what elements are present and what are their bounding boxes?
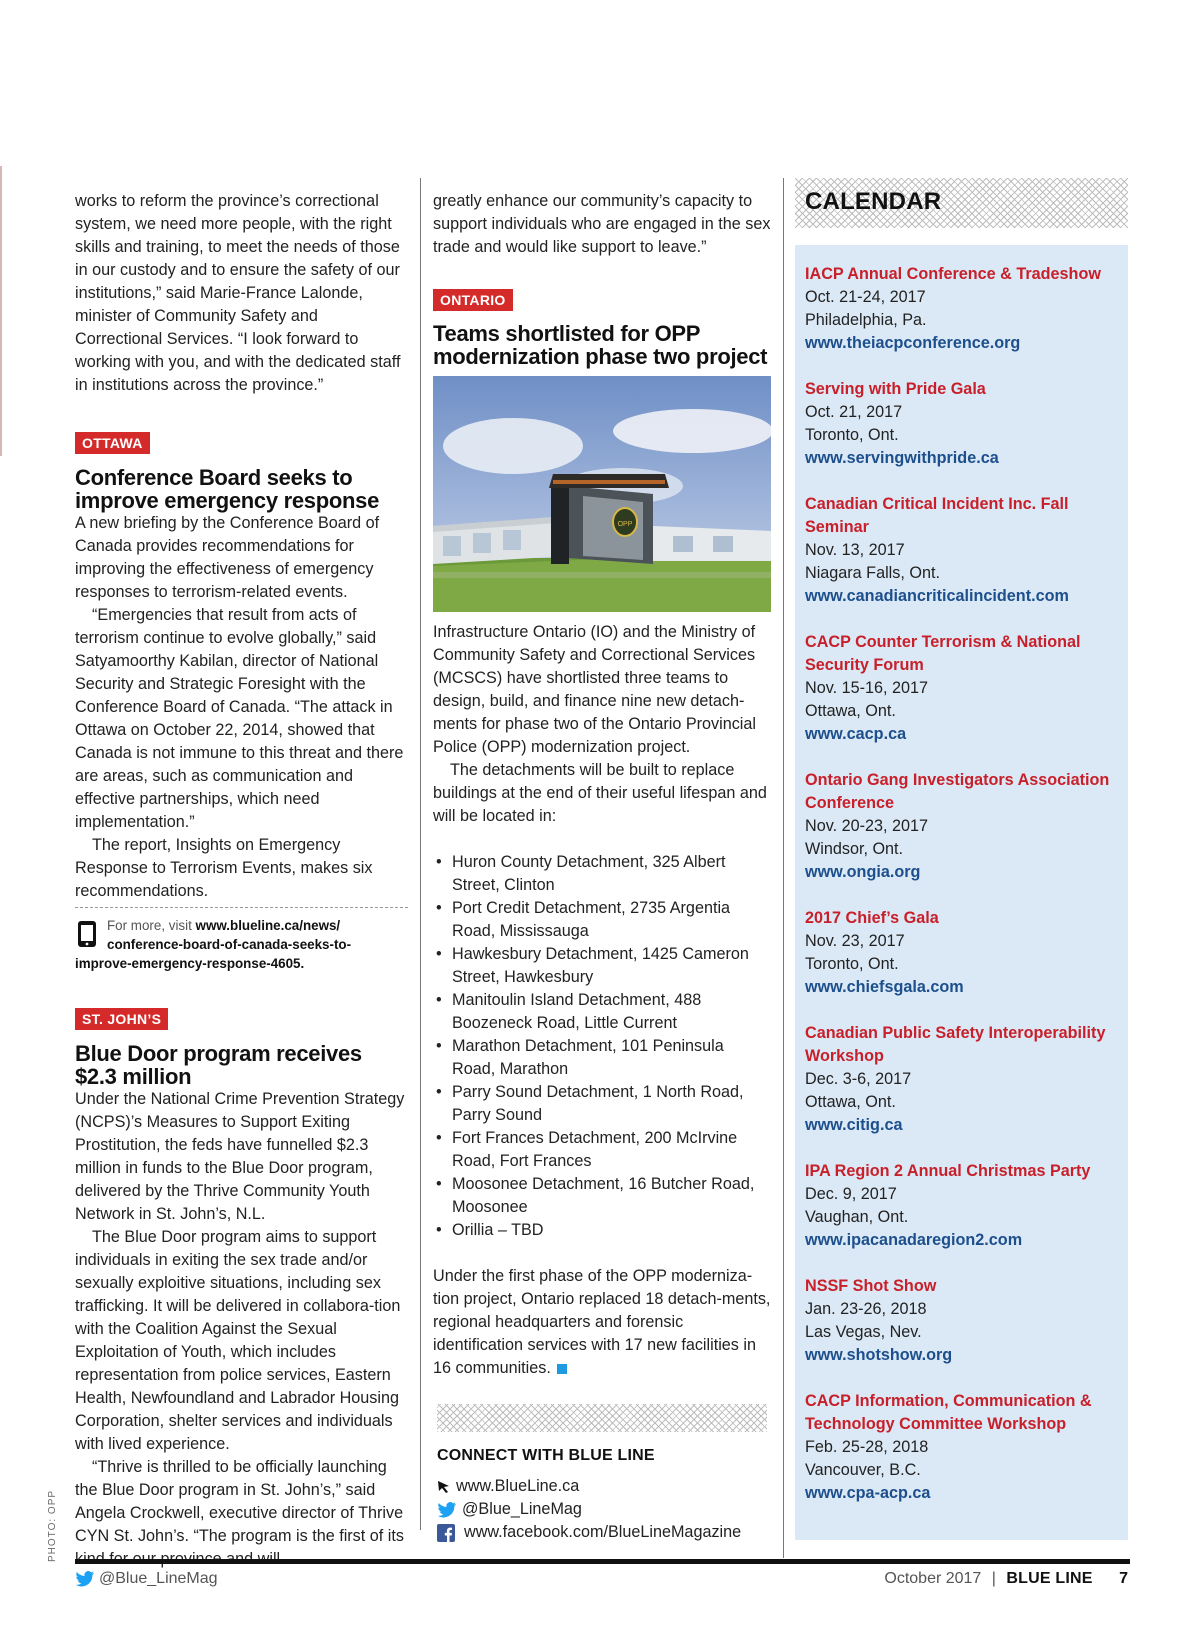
event-place: Ottawa, Ont. — [805, 1093, 896, 1111]
more-info-link[interactable]: conference-board-of-canada-seeks-to- — [107, 937, 352, 952]
more-info-lead: For more, visit — [107, 918, 196, 933]
calendar-event — [805, 1160, 1120, 1252]
event-url[interactable]: www.ipacanadaregion2.com — [805, 1231, 1023, 1249]
body-paragraph: “Emergencies that result from acts of terrorism continue to evolve globally,” said Satyamoorthy Kabilan, director of National Security and Strategic Foresight with the Conference Board of Canada. “The attack in Ottawa on October 22, 2014, showed that Canada is not immune to this threat and there are areas, such as communication and effective partnerships, which need implementation.” — [75, 606, 404, 831]
event-date: Dec. 9, 2017 — [805, 1185, 897, 1203]
calendar-event — [805, 1275, 1120, 1367]
event-date: Dec. 3-6, 2017 — [805, 1070, 912, 1088]
connect-facebook[interactable] — [437, 1521, 771, 1544]
opp-detachment-rendering-image — [433, 376, 771, 612]
body-paragraph: Under the National Crime Prevention Strategy (NCPS)’s Measures to Support Exiting Prostitution, the feds have funnelled $2.3 million in funds to the Blue Door program, delivered by the Thrive Community Youth Network in St. John’s, N.L. — [75, 1090, 405, 1223]
event-date: Nov. 23, 2017 — [805, 932, 905, 950]
footer-twitter[interactable] — [75, 1570, 218, 1588]
event-name: Serving with Pride Gala — [805, 380, 986, 398]
calendar-event — [805, 493, 1120, 608]
event-place: Philadelphia, Pa. — [805, 311, 927, 329]
footer-separator: | — [991, 1570, 996, 1587]
story-ontario — [433, 289, 771, 1380]
event-url[interactable]: www.shotshow.org — [805, 1346, 953, 1364]
connect-website[interactable] — [437, 1475, 771, 1498]
headline-blue-door: Blue Door program receives $2.3 million — [75, 1041, 362, 1089]
event-place: Vaughan, Ont. — [805, 1208, 909, 1226]
connect-section — [433, 1404, 771, 1544]
event-name: CACP Information, Communication & Technology Committee Workshop — [805, 1392, 1092, 1433]
column-left — [75, 190, 408, 1571]
footer-rule — [75, 1559, 1130, 1564]
website-link[interactable]: www.BlueLine.ca — [456, 1477, 580, 1495]
section-tag-ontario: ONTARIO — [433, 289, 513, 311]
cursor-arrow-icon — [437, 1480, 451, 1494]
event-url[interactable]: www.cacp.ca — [805, 725, 907, 743]
end-mark-icon — [557, 1364, 567, 1374]
story-ottawa — [75, 432, 408, 973]
closing-paragraph — [433, 1265, 771, 1380]
event-name: Canadian Critical Incident Inc. Fall Seminar — [805, 495, 1069, 536]
calendar-event — [805, 1022, 1120, 1137]
list-item: • Manitoulin Island Detachment, 488 Boozeneck Road, Little Current — [433, 989, 771, 1035]
event-name: IPA Region 2 Annual Christmas Party — [805, 1162, 1091, 1180]
body-paragraph: A new briefing by the Conference Board of Canada provides recommendations for improving the effectiveness of emergency responses to terrorism-related events. — [75, 514, 380, 601]
headline-conference-board: Conference Board seeks to improve emergency response — [75, 465, 380, 513]
column-divider — [783, 178, 784, 1558]
more-info-box — [75, 907, 408, 973]
body-paragraph: The Blue Door program aims to support individuals in exiting the sex trade and/or sexually exploitive situations, including sex trafficking. It will be delivered in collabora-tion with the Coalition Against the Sexual Exploitation of Youth, which includes representation from police services, Eastern Health, Newfoundland and Labrador Housing Corporation, shelter services and individuals with lived experience. — [75, 1228, 401, 1453]
calendar-event — [805, 378, 1120, 470]
event-place: Vancouver, B.C. — [805, 1461, 921, 1479]
detachment-list — [433, 851, 771, 1242]
opp-badge-text: OPP — [617, 521, 633, 528]
event-date: Oct. 21-24, 2017 — [805, 288, 926, 306]
event-url[interactable]: www.theiacpconference.org — [805, 334, 1021, 352]
list-item: • Marathon Detachment, 101 Peninsula Road, Marathon — [433, 1035, 771, 1081]
event-date: Feb. 25-28, 2018 — [805, 1438, 929, 1456]
event-date: Nov. 13, 2017 — [805, 541, 905, 559]
section-tag-ottawa: OTTAWA — [75, 432, 150, 454]
event-name: Canadian Public Safety Interoperability Workshop — [805, 1024, 1106, 1065]
footer-magazine-name: BLUE LINE — [1006, 1570, 1093, 1587]
calendar-header — [795, 178, 1128, 228]
connect-title: CONNECT WITH BLUE LINE — [437, 1447, 655, 1464]
event-url[interactable]: www.canadiancriticalincident.com — [805, 587, 1069, 605]
section-tag-st-johns: ST. JOHN’S — [75, 1008, 168, 1030]
event-url[interactable]: www.chiefsgala.com — [805, 978, 964, 996]
page-number: 7 — [1119, 1570, 1128, 1587]
calendar-event-list — [805, 263, 1120, 1528]
twitter-bird-icon — [437, 1502, 457, 1518]
event-date: Nov. 15-16, 2017 — [805, 679, 928, 697]
more-info-line — [75, 916, 408, 935]
body-paragraph: The detachments will be built to replace buildings at the end of their useful lifespan and will be located in: — [433, 761, 767, 825]
twitter-bird-icon — [75, 1571, 95, 1587]
footer-twitter-handle[interactable]: @Blue_LineMag — [99, 1570, 218, 1587]
list-item: • Huron County Detachment, 325 Albert Street, Clinton — [433, 851, 771, 897]
connect-header-pattern — [437, 1404, 767, 1432]
footer-folio — [884, 1570, 1128, 1588]
body-paragraph: Infrastructure Ontario (IO) and the Ministry of Community Safety and Correctional Services (MCSCS) have shortlisted three teams to design, build, and finance nine new detach-ments for phase two of the Ontario Provincial Police (OPP) modernization project. — [433, 623, 757, 756]
event-name: 2017 Chief’s Gala — [805, 909, 939, 927]
event-place: Toronto, Ont. — [805, 955, 899, 973]
footer-issue: October 2017 — [884, 1570, 982, 1587]
body-paragraph: The report, Insights on Emergency Response to Terrorism Events, makes six recommendations. — [75, 836, 373, 900]
list-item: • Fort Frances Detachment, 200 McIrvine Road, Fort Frances — [433, 1127, 771, 1173]
more-info-link[interactable]: improve-emergency-response-4605. — [75, 956, 305, 971]
list-item: • Hawkesbury Detachment, 1425 Cameron Street, Hawkesbury — [433, 943, 771, 989]
headline-opp-modernization: Teams shortlisted for OPP modernization phase two project — [433, 321, 768, 369]
photo-credit: PHOTO: OPP — [47, 1489, 58, 1562]
list-item: • Port Credit Detachment, 2735 Argentia Road, Mississauga — [433, 897, 771, 943]
event-url[interactable]: www.cpa-acp.ca — [805, 1484, 931, 1502]
calendar-event — [805, 907, 1120, 999]
calendar-event — [805, 1390, 1120, 1505]
event-place: Las Vegas, Nev. — [805, 1323, 922, 1341]
event-place: Windsor, Ont. — [805, 840, 904, 858]
event-url[interactable]: www.citig.ca — [805, 1116, 903, 1134]
story-st-johns — [75, 1008, 408, 1571]
more-info-link[interactable]: www.blueline.ca/news/ — [195, 918, 341, 933]
event-url[interactable]: www.ongia.org — [805, 863, 921, 881]
list-item: • Orillia – TBD — [433, 1219, 771, 1242]
event-url[interactable]: www.servingwithpride.ca — [805, 449, 999, 467]
event-place: Ottawa, Ont. — [805, 702, 896, 720]
event-name: IACP Annual Conference & Tradeshow — [805, 265, 1101, 283]
event-date: Oct. 21, 2017 — [805, 403, 903, 421]
connect-twitter[interactable] — [437, 1498, 771, 1521]
event-date: Nov. 20-23, 2017 — [805, 817, 928, 835]
closing-text: Under the first phase of the OPP moderniza-tion project, Ontario replaced 18 detach-ments, regional headquarters and forensic identification services with 17 new facilities in 16 communities. — [433, 1267, 771, 1377]
facebook-icon — [437, 1524, 455, 1542]
calendar-event — [805, 263, 1120, 355]
column-divider — [420, 178, 421, 1530]
event-name: CACP Counter Terrorism & National Security Forum — [805, 633, 1081, 674]
event-date: Jan. 23-26, 2018 — [805, 1300, 927, 1318]
continued-paragraph: greatly enhance our community’s capacity to support individuals who are engaged in the sex trade and would like support to leave.” — [433, 192, 771, 256]
mobile-phone-icon — [77, 920, 97, 948]
column-middle — [433, 190, 771, 1544]
calendar-event — [805, 631, 1120, 746]
calendar-event — [805, 769, 1120, 884]
page-edge-mark — [0, 166, 2, 456]
facebook-link[interactable]: www.facebook.com/BlueLineMagazine — [464, 1523, 742, 1541]
twitter-link[interactable]: @Blue_LineMag — [462, 1500, 582, 1518]
event-name: NSSF Shot Show — [805, 1277, 937, 1295]
body-paragraph: “Thrive is thrilled to be officially launching the Blue Door program in St. John’s,” said Angela Crockwell, executive director of Thrive CYN St. John’s. “The program is the first of its — [75, 1458, 404, 1545]
calendar-title: CALENDAR — [805, 188, 942, 215]
event-place: Niagara Falls, Ont. — [805, 564, 940, 582]
intro-paragraph: works to reform the province’s correctional system, we need more people, with the right skills and training, to meet the needs of those in our custody and to ensure the safety of our institutions,” said Marie-France Lalonde, minister of Community Safety and Correctional Services. “I look forward to working with you, and with the dedicated staff in institutions across the province.” — [75, 192, 401, 394]
event-place: Toronto, Ont. — [805, 426, 899, 444]
list-item: • Parry Sound Detachment, 1 North Road, Parry Sound — [433, 1081, 771, 1127]
list-item: • Moosonee Detachment, 16 Butcher Road, Moosonee — [433, 1173, 771, 1219]
event-name: Ontario Gang Investigators Association Conference — [805, 771, 1110, 812]
